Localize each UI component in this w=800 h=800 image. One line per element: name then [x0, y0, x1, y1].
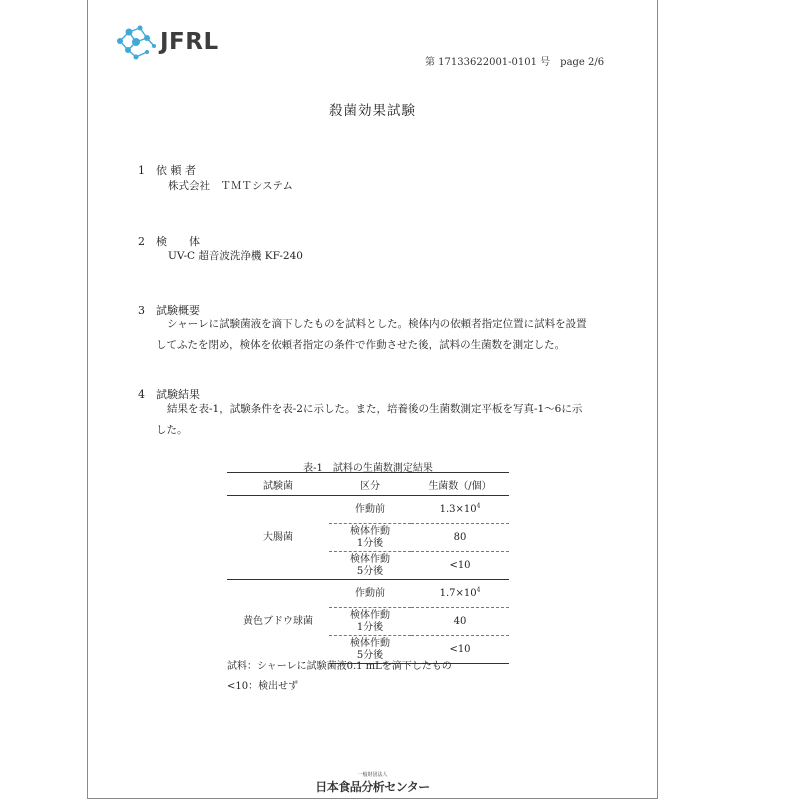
- page-title: 殺菌効果試験: [329, 103, 416, 119]
- count-cell: [411, 552, 509, 580]
- count-cell: [411, 580, 509, 608]
- condition-line-1: 検体作動: [350, 525, 390, 537]
- results-line-1: 結果を表-1，試験条件を表-2に示した。また，培養後の生菌数測定平板を写真-1～6に示: [167, 403, 583, 415]
- table-note: 試料：シャーレに試験菌液0.1 mLを滴下したもの: [227, 661, 452, 672]
- organism-cell: 黄色ブドウ球菌: [227, 580, 329, 664]
- section-heading: 試験結果: [156, 388, 200, 401]
- specimen-name: UV-C 超音波洗浄機 KF-240: [168, 250, 303, 262]
- document-number: 第 17133622001-0101 号 page 2/6: [425, 57, 605, 68]
- condition-line-2: 1分後: [356, 537, 384, 549]
- results-table: [227, 472, 509, 664]
- column-header: 区分: [329, 473, 411, 496]
- footer-org-type: 一般財団法人: [357, 772, 388, 778]
- count-base: 40: [453, 615, 467, 627]
- overview-line-1: シャーレに試験菌液を滴下したものを試料とした。検体内の依頼者指定位置に試料を設置: [167, 318, 587, 330]
- count-exponent: 4: [476, 502, 481, 510]
- overview-paragraph: [156, 314, 606, 356]
- footer-org-name: 日本食品分析センター: [315, 780, 430, 794]
- condition-cell: [329, 580, 411, 608]
- condition-cell: [329, 552, 411, 580]
- condition-line-1: 作動前: [355, 587, 385, 599]
- condition-cell: [329, 496, 411, 524]
- count-base: 1.3×10: [439, 503, 477, 515]
- count-cell: [411, 524, 509, 552]
- section-heading: 依 頼 者: [156, 164, 196, 177]
- table-caption: 表-1 試料の生菌数測定結果: [303, 463, 433, 474]
- jfrl-logo: [114, 22, 219, 62]
- organism-cell: 大腸菌: [263, 531, 293, 543]
- condition-line-2: 5分後: [356, 565, 384, 577]
- logo-text: JFRL: [160, 29, 219, 55]
- condition-line-2: 1分後: [356, 621, 384, 633]
- section-number: 2: [138, 235, 145, 248]
- section-number: 1: [138, 164, 145, 177]
- condition-cell: [329, 524, 411, 552]
- table-row: [227, 580, 509, 608]
- results-line-2: した。: [156, 424, 188, 436]
- column-header: 試験菌: [227, 473, 329, 496]
- table-note: <10：検出せず: [227, 681, 299, 692]
- condition-line-1: 検体作動: [350, 553, 390, 565]
- section-number: 3: [138, 304, 145, 317]
- condition-line-2: 5分後: [356, 649, 384, 661]
- section-heading: 試験概要: [156, 304, 200, 317]
- footer: [88, 772, 657, 795]
- count-exponent: 4: [476, 586, 481, 594]
- condition-line-1: 作動前: [355, 503, 385, 515]
- count-base: 80: [453, 531, 467, 543]
- condition-line-1: 検体作動: [350, 637, 390, 649]
- column-header: 生菌数（/個）: [411, 473, 509, 496]
- section-number: 4: [138, 388, 145, 401]
- count-base: <10: [449, 643, 471, 655]
- table-header-row: [227, 473, 509, 496]
- count-base: 1.7×10: [439, 587, 477, 599]
- count-cell: [411, 496, 509, 524]
- document-page: [87, 0, 658, 799]
- condition-line-1: 検体作動: [350, 609, 390, 621]
- condition-cell: [329, 608, 411, 636]
- count-base: <10: [449, 559, 471, 571]
- section-heading: 検 体: [156, 235, 200, 248]
- molecule-logo-icon: [114, 22, 158, 62]
- overview-line-2: してふたを閉め，検体を依頼者指定の条件で作動させた後，試料の生菌数を測定した。: [156, 339, 566, 351]
- count-cell: [411, 608, 509, 636]
- requester-name: 株式会社 ＴＭＴシステム: [168, 180, 293, 192]
- results-paragraph: [156, 399, 606, 441]
- table-row: [227, 496, 509, 524]
